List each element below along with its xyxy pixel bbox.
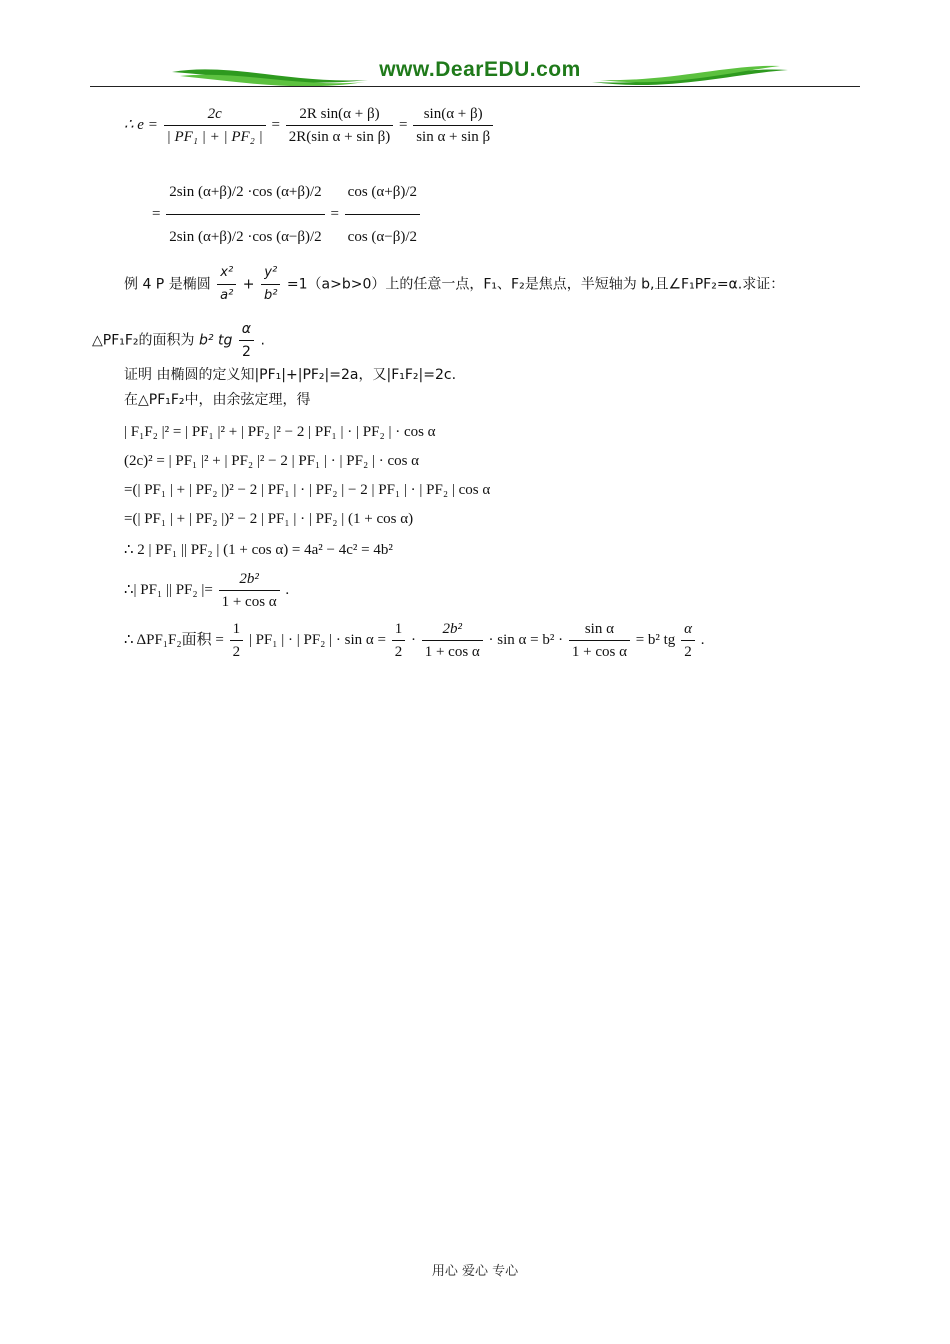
proof-line-2: 在△PF₁F₂中，由余弦定理，得 [124,392,311,408]
proof-line-1: 证明 由椭圆的定义知|PF₁|+|PF₂|=2a，又|F₁F₂|=2c. [124,367,457,383]
fraction-den: 2 [394,644,403,660]
claim-expr: b² tg [199,332,233,349]
example-text: =1（a>b>0）上的任意一点，F₁、F₂是焦点，半短轴为 b,且∠F₁PF₂=α.求证： [286,276,785,293]
fraction-num: 2b² [219,568,280,591]
fraction-den: 1 + cos α [424,644,480,660]
page-header [90,58,860,90]
example-4-statement [124,262,784,307]
right-swoosh-icon [590,62,790,92]
fraction-num: 1 [392,618,406,641]
eq-prefix: ∴ e = [124,116,158,133]
equation-half-angle [152,170,422,259]
dot: · [410,631,416,648]
fraction-den: 2sin (α+β)/2 ·cos (α−β)/2 [169,229,322,245]
equation-line: =(| PF₁ | + | PF₂ |)² − 2 | PF₁ | · | PF₂ | (1 + cos α) [124,511,414,527]
example-label: 例 4 P 是椭圆 [124,276,211,293]
eq-prefix: ∴| PF₁ || PF₂ |= [124,581,213,598]
fraction [422,618,483,663]
fraction [239,318,254,363]
page-footer: 用心 爱心 专心 [431,1264,519,1279]
header-rule [90,86,860,87]
equation-area [124,618,704,663]
fraction [230,618,244,663]
eq-prefix: ∴ ΔPF₁F₂面积 = [124,631,224,648]
fraction [413,103,493,148]
fraction-num: cos (α+β)/2 [345,170,420,215]
eq-text: · sin α = b² · [488,631,564,648]
fraction-num: 2b² [422,618,483,641]
equals: = [271,116,280,133]
equals: = [398,116,408,133]
fraction-den: 2 [241,344,251,360]
eq-text: | PF₁ | · | PF₂ | · sin α = [248,631,386,648]
fraction-num: α [239,318,254,341]
fraction-den: sin α + sin β [416,129,491,145]
fraction-den: 2R(sin α + sin β) [288,129,391,145]
claim-text: △PF₁F₂的面积为 [92,332,195,349]
fraction [681,618,695,663]
left-swoosh-icon [170,62,370,92]
fraction-num: y² [261,262,280,285]
fraction [569,618,630,663]
fraction-num: α [681,618,695,641]
fraction [261,262,280,307]
fraction [219,568,280,613]
site-logo-text: www.DearEDU.com [379,58,581,81]
fraction-num: 2c [164,103,266,126]
fraction-den: b² [263,288,278,303]
period: . [285,581,290,598]
fraction [166,170,324,259]
eq-text: = b² tg [635,631,676,648]
fraction-den: 2 [232,644,241,660]
period: . [260,332,265,349]
fraction-num: sin α [569,618,630,641]
plus: + [242,276,255,293]
period: . [700,631,705,648]
equation-line: ∴ 2 | PF₁ || PF₂ | (1 + cos α) = 4a² − 4c² = 4b² [124,542,393,558]
fraction [345,170,420,259]
equation-line: =(| PF₁ | + | PF₂ |)² − 2 | PF₁ | · | PF₂ | − 2 | PF₁ | · | PF₂ | cos α [124,482,491,498]
equation-product [124,568,289,613]
fraction [392,618,406,663]
equals: = [330,205,339,222]
fraction-den: | PF₁ | + | PF₂ | [166,129,263,145]
equation-line: | F₁F₂ |² = | PF₁ |² + | PF₂ |² − 2 | PF₁ | · | PF₂ | · cos α [124,424,436,440]
fraction-num: sin(α + β) [413,103,493,126]
equation-line: (2c)² = | PF₁ |² + | PF₂ |² − 2 | PF₁ | · | PF₂ | · cos α [124,453,420,469]
fraction [286,103,393,148]
fraction-num: 1 [230,618,244,641]
fraction-num: 2R sin(α + β) [286,103,393,126]
fraction-den: 1 + cos α [571,644,627,660]
example-4-claim [92,318,265,363]
fraction [164,103,266,148]
fraction-den: 1 + cos α [221,594,277,610]
fraction-num: x² [217,262,236,285]
fraction-den: cos (α−β)/2 [347,229,418,245]
equals: = [152,205,161,222]
fraction-den: a² [220,288,234,303]
fraction-num: 2sin (α+β)/2 ·cos (α+β)/2 [166,170,324,215]
fraction [217,262,236,307]
equation-eccentricity [124,103,495,148]
fraction-den: 2 [684,644,692,660]
